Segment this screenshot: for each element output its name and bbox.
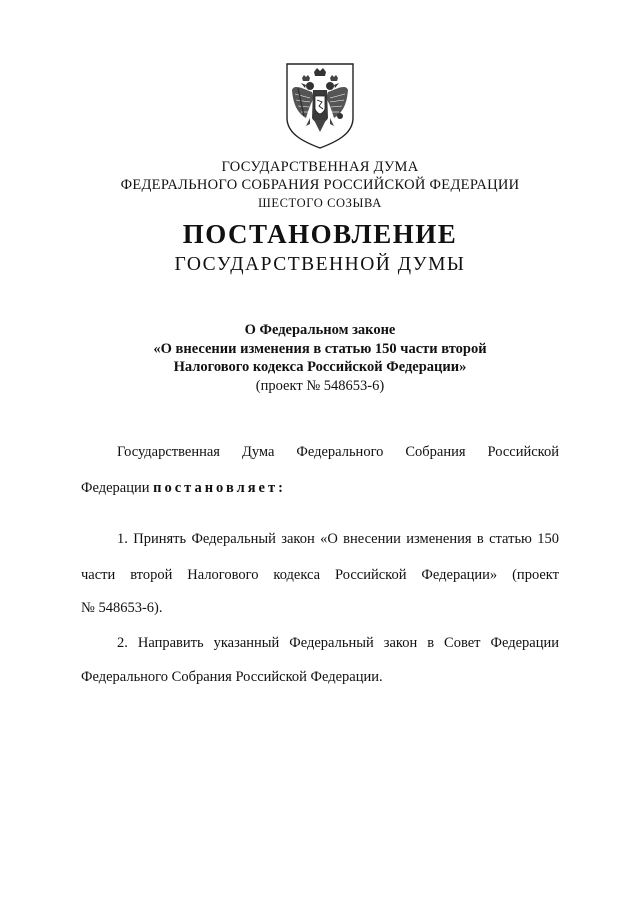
resolves-word: постановляет: bbox=[153, 480, 286, 496]
paragraph-item-2 bbox=[81, 634, 559, 652]
paragraph-preamble bbox=[81, 443, 559, 461]
subject-line-2: «О внесении изменения в статью 150 части второй bbox=[153, 340, 487, 357]
document-subtitle: ГОСУДАРСТВЕННОЙ ДУМЫ bbox=[174, 254, 466, 275]
header-line-3: ШЕСТОГО СОЗЫВА bbox=[258, 196, 382, 210]
paragraph-line: Государственная Дума Федерального Собрания Российской bbox=[117, 444, 559, 460]
subject-line-4: (проект № 548653-6) bbox=[255, 377, 385, 394]
paragraph-line: Федерации bbox=[81, 480, 154, 496]
paragraph-line: 2. Направить указанный Федеральный закон в Совет Федерации bbox=[117, 635, 559, 651]
paragraph-line: части второй Налогового кодекса Российской Федерации» (проект bbox=[81, 567, 559, 583]
subject-line-3: Налогового кодекса Российской Федерации» bbox=[173, 359, 467, 375]
document-subject bbox=[60, 321, 580, 395]
paragraph-item-1-cont bbox=[81, 566, 559, 584]
paragraph-line: 1. Принять Федеральный закон «О внесении изменения в статью 150 bbox=[117, 531, 559, 547]
subject-line-1: О Федеральном законе bbox=[244, 322, 396, 338]
header-line-2: ФЕДЕРАЛЬНОГО СОБРАНИЯ РОССИЙСКОЙ ФЕДЕРАЦИИ bbox=[120, 177, 520, 193]
paragraph-item-1 bbox=[81, 530, 559, 548]
coat-of-arms-icon bbox=[284, 62, 356, 150]
paragraph-line: Федерального Собрания Российской Федерации. bbox=[81, 669, 383, 685]
paragraph-item-1-end bbox=[81, 599, 559, 617]
paragraph-item-2-end bbox=[81, 668, 559, 686]
issuer-header bbox=[60, 158, 580, 212]
paragraph-preamble-cont bbox=[81, 479, 559, 497]
document-title: ПОСТАНОВЛЕНИЕ bbox=[182, 219, 458, 249]
header-line-1: ГОСУДАРСТВЕННАЯ ДУМА bbox=[221, 159, 419, 175]
paragraph-line: № 548653-6). bbox=[81, 600, 163, 616]
